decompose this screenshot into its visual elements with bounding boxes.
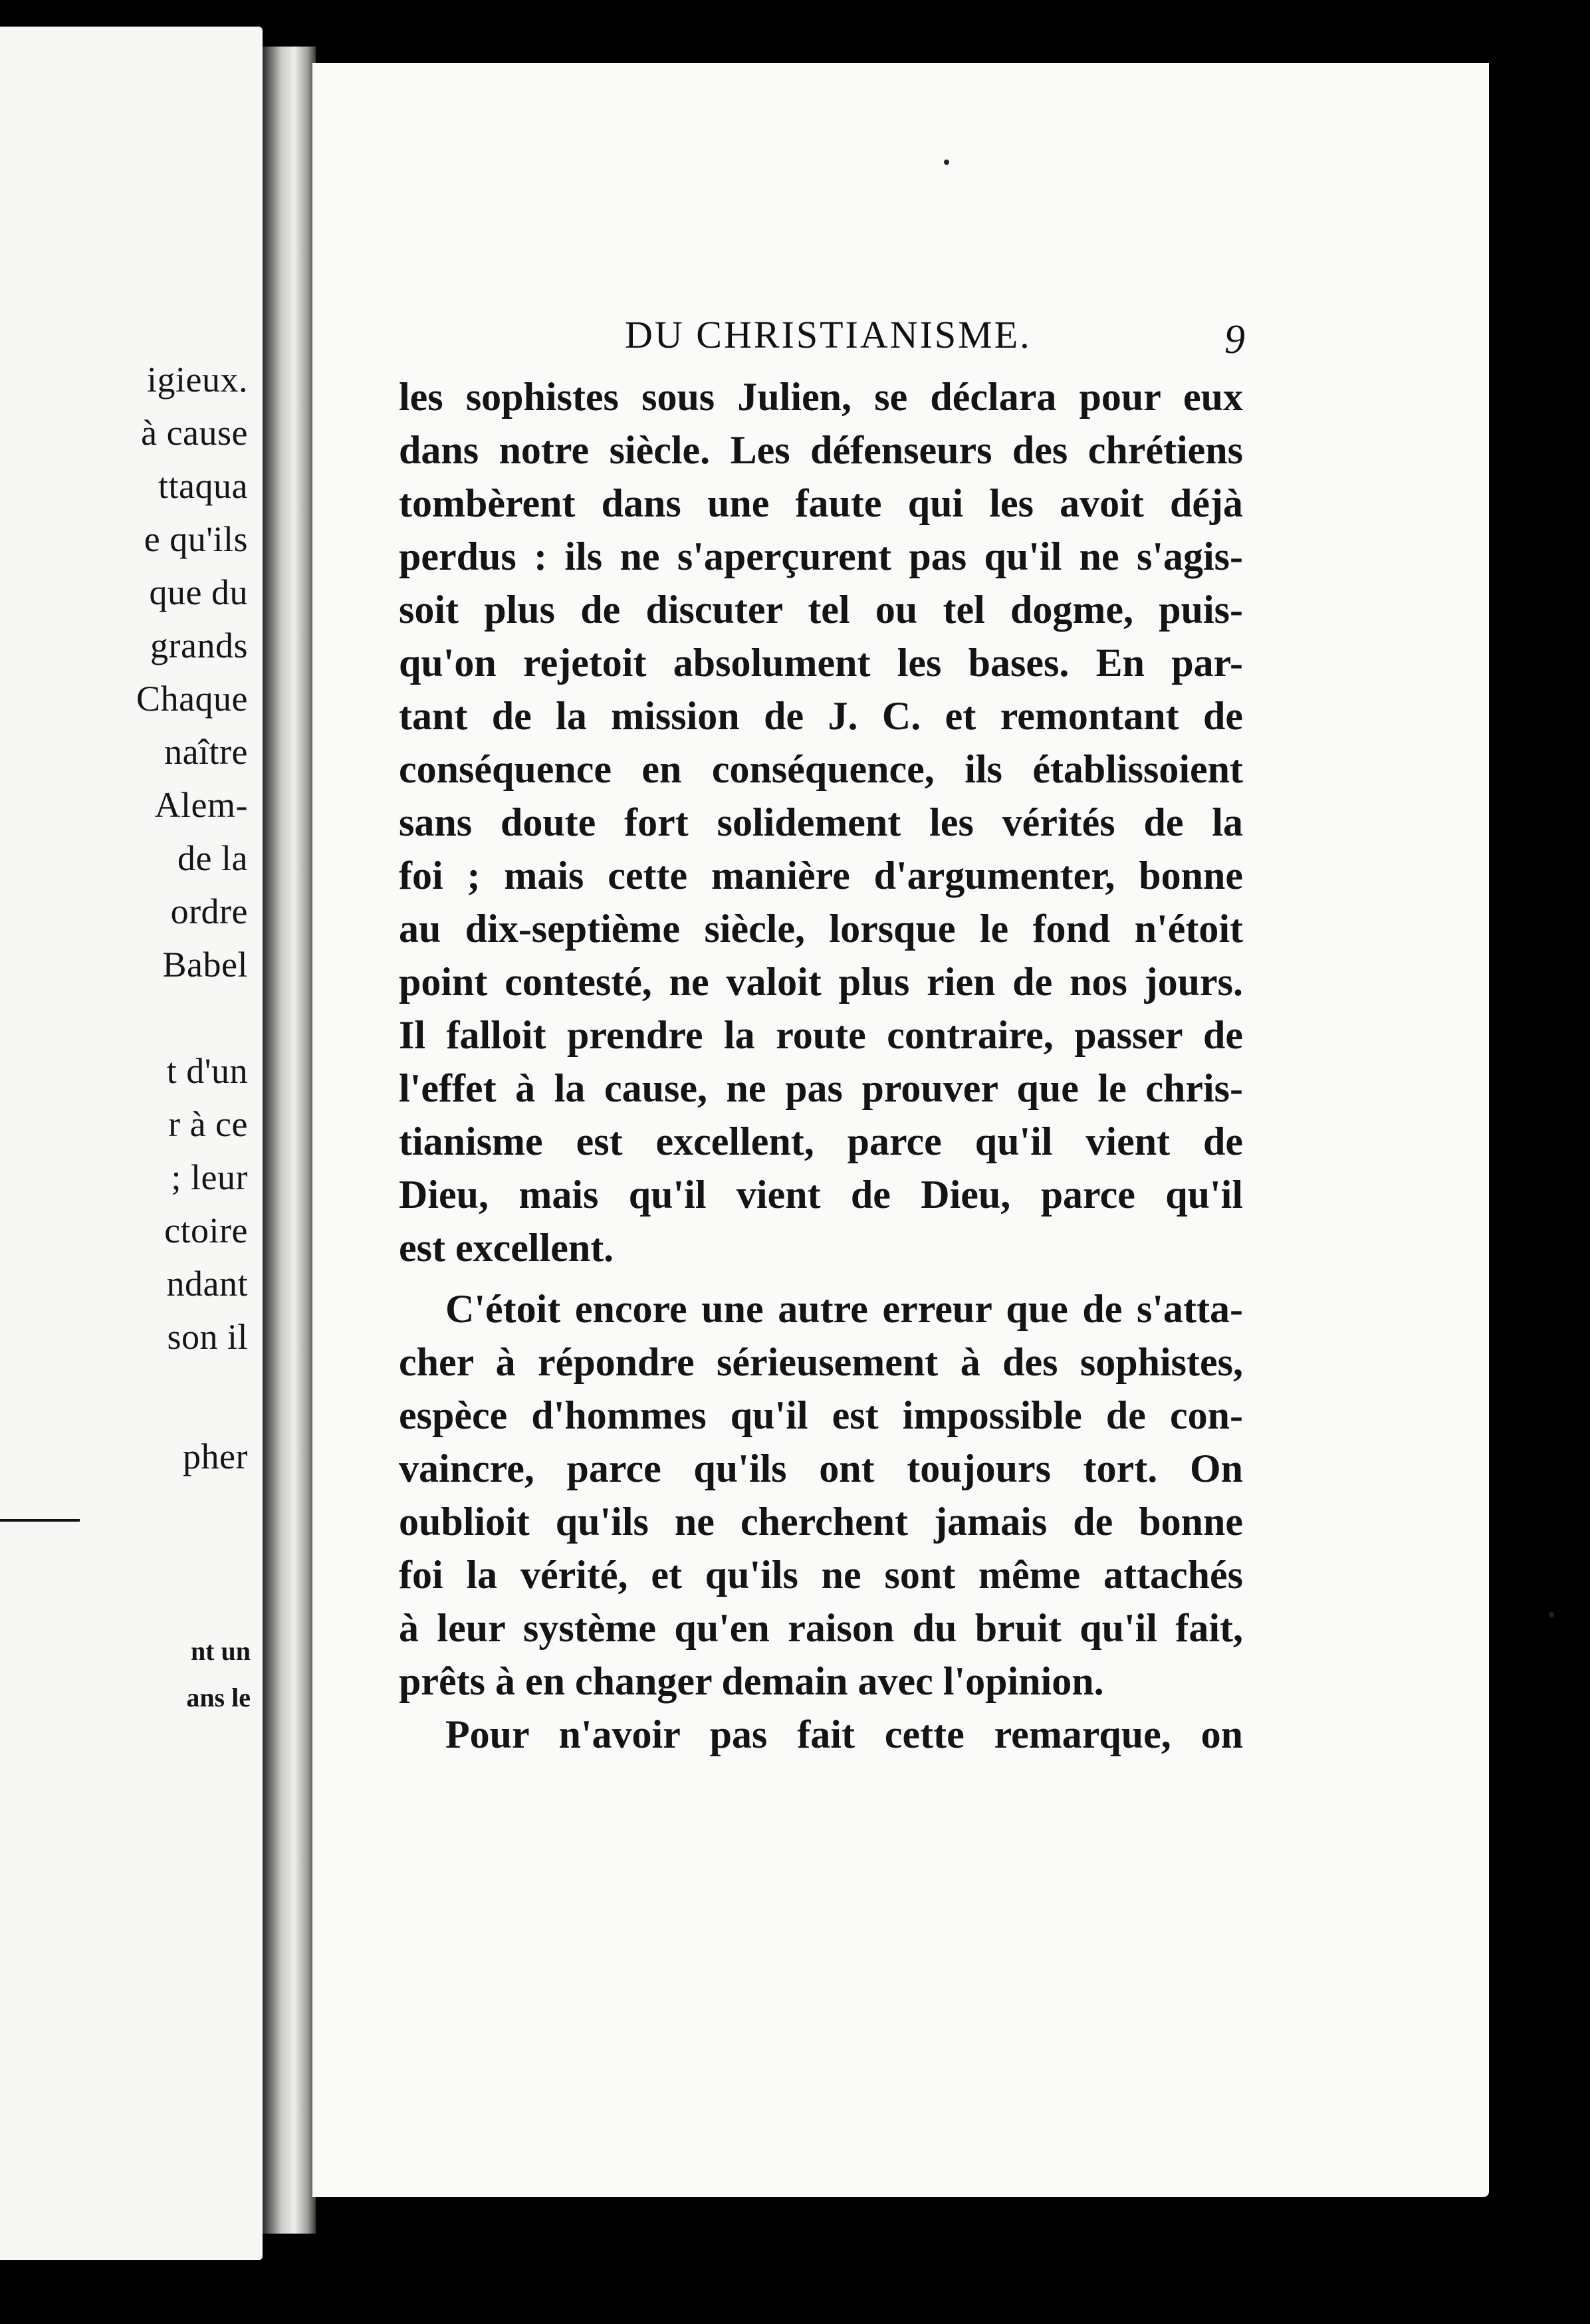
text-line: prêts à en changer demain avec l'opinion. — [399, 1659, 1104, 1703]
page-number: 9 — [1224, 317, 1245, 362]
text-line: tant de la mission de J. C. et remontant de — [399, 694, 1243, 738]
paragraph-gap — [399, 1274, 1243, 1282]
text-line: Dieu, mais qu'il vient de Dieu, parce qu'il — [399, 1173, 1243, 1217]
left-footnote-line: nt un — [190, 1636, 251, 1666]
left-line: ; leur — [171, 1157, 248, 1197]
left-line: ordre — [170, 891, 248, 931]
left-footnote-line: ans le — [186, 1683, 251, 1712]
left-line: que du — [149, 572, 248, 612]
left-page-fragment — [0, 27, 263, 2260]
body-text — [399, 370, 1243, 1761]
text-line: foi ; mais cette manière d'argumenter, bonne — [399, 854, 1243, 897]
text-line: qu'on rejetoit absolument les bases. En par- — [399, 641, 1243, 685]
text-line: à leur système qu'en raison du bruit qu'il fait, — [399, 1606, 1243, 1650]
text-line: les sophistes sous Julien, se déclara pour eux — [399, 375, 1243, 419]
text-line: tianisme est excellent, parce qu'il vient de — [399, 1119, 1243, 1163]
text-line: cher à répondre sérieusement à des sophistes, — [399, 1340, 1243, 1384]
left-line: ttaqua — [158, 466, 248, 506]
text-line: au dix-septième siècle, lorsque le fond n'étoit — [399, 907, 1243, 951]
left-line: r à ce — [168, 1104, 248, 1144]
text-line: dans notre siècle. Les défenseurs des chrétiens — [399, 428, 1243, 472]
text-line: sans doute fort solidement les vérités de la — [399, 800, 1243, 844]
text-line: C'étoit encore une autre erreur que de s'atta- — [445, 1287, 1243, 1331]
print-speck — [1549, 1612, 1554, 1617]
text-line: Pour n'avoir pas fait cette remarque, on — [445, 1712, 1243, 1756]
text-line: tombèrent dans une faute qui les avoit déjà — [399, 481, 1243, 525]
left-line: ndant — [166, 1264, 248, 1304]
text-line: perdus : ils ne s'aperçurent pas qu'il ne s'agis- — [399, 534, 1243, 578]
text-line: point contesté, ne valoit plus rien de nos jours. — [399, 960, 1243, 1004]
print-speck — [944, 160, 949, 165]
text-line: soit plus de discuter tel ou tel dogme, puis- — [399, 588, 1243, 632]
left-line: igieux. — [147, 360, 248, 400]
text-line: espèce d'hommes qu'il est impossible de con- — [399, 1393, 1243, 1437]
left-line: Babel — [162, 945, 248, 985]
running-head: DU CHRISTIANISME. — [625, 313, 1032, 356]
left-line: Chaque — [136, 679, 248, 719]
left-line: naître — [164, 732, 248, 772]
page-header — [312, 312, 1489, 366]
page — [312, 63, 1489, 2197]
text-line: Il falloit prendre la route contraire, passer de — [399, 1013, 1243, 1057]
text-line: conséquence en conséquence, ils établissoient — [399, 747, 1243, 791]
left-line: de la — [177, 838, 248, 878]
left-line: e qu'ils — [144, 519, 248, 559]
text-line: l'effet à la cause, ne pas prouver que le chris- — [399, 1066, 1243, 1110]
footnote-rule — [0, 1519, 80, 1522]
left-line: t d'un — [166, 1051, 248, 1091]
text-line: foi la vérité, et qu'ils ne sont même attachés — [399, 1553, 1243, 1597]
left-line: grands — [150, 626, 248, 665]
left-line: pher — [183, 1437, 248, 1476]
text-line: est excellent. — [399, 1226, 614, 1270]
left-line: à cause — [141, 413, 248, 453]
book-gutter — [263, 47, 316, 2234]
left-line: ctoire — [164, 1211, 248, 1250]
text-line: vaincre, parce qu'ils ont toujours tort. On — [399, 1447, 1243, 1490]
text-line: oublioit qu'ils ne cherchent jamais de bonne — [399, 1500, 1243, 1544]
left-line: Alem- — [154, 785, 248, 825]
left-line: son il — [167, 1317, 248, 1357]
